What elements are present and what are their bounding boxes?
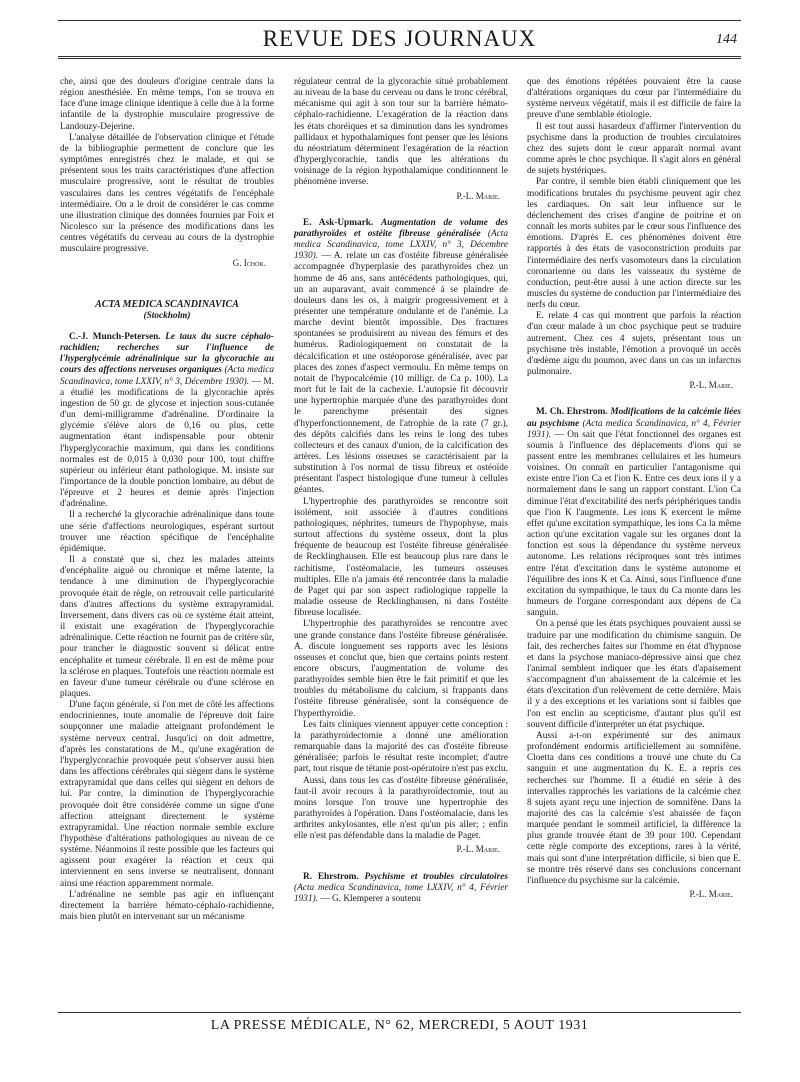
article-title: Augmentation de volume des parathyroïdes et ostéite fibreuse généralisée xyxy=(294,217,508,239)
paragraph: che, ainsi que des douleurs d'origine centrale dans la région anesthésiée. En même temps, l'on se trouva en face d'une image clinique identique à celle due à la forme infantile de la dystrophie musculaire progressive de Landouzy-Dejerine. xyxy=(60,77,274,132)
paragraph: que des émotions répétées pouvaient être la cause d'altérations organiques du cœur par l'intermédiaire du système nerveux végétatif, mais il est difficile de faire la preuve d'une semblable étiologie. xyxy=(527,77,741,121)
paragraph: Il a constaté que si, chez les malades atteints d'encéphalite aiguë ou chronique et même latente, la tendance à une diminution de l'hyperglycorachie provoquée était de règle, on retrouvait celle particularité dans d'autres affections du système extrapyramidal. Inversement, dans divers cas où ce système était atteint, il existait une exagération de l'hyperglycorachie adrénalinique. Cette réaction ne fournit pas de critère sûr, pour trancher le diagnostic souvent si délicat entre encéphalite et tumeur cérébrale. Il en est de même pour la sclérose en plaques. Toutefois une réaction normale est en faveur d'une tumeur cérébrale ou d'une sclérose en plaques. xyxy=(60,555,274,699)
column-1 xyxy=(60,77,274,923)
paragraph: E. relate 4 cas qui montrent que parfois la réaction d'un cœur malade à un choc psychique peut se traduire autrement. Chez ces 4 sujets, présentant tous un psychisme très instable, l'émotion a provoqué un accès d'œdème aigu du poumon, avec dans un cas un infarctus pulmonaire. xyxy=(527,311,741,378)
header-bottom-rule-2 xyxy=(58,58,741,59)
paragraph: Par contre, il semble bien établi cliniquement que les modifications brutales du psychisme peuvent agir chez les cardiaques. On sait leur influence sur le déclenchement des crises d'angine de poitrine et on connaît les morts subites par le cœur sous l'influence des émotions. D'après E. ces phénomènes doivent être rapportés à des états de vasoconstriction produits par l'intermédiaire des nerfs vasomoteurs dans la circulation coronarienne ou dans les vaisseaux du système de conduction, peut-être aussi à une action directe sur les muscles du système de conduction par l'intermédiaire des nerfs du cœur. xyxy=(527,177,741,311)
article-author: C.-J. Munch-Petersen. xyxy=(69,331,161,342)
header-bottom-rule xyxy=(58,56,741,57)
article-title: Psychisme et troubles circulatoires xyxy=(364,871,508,882)
paragraph: L'hypertrophie des parathyroïdes se rencontre soit isolément, soit associée à d'autres conditions pathologiques, néphrites, tumeurs de l'hypophyse, mais surtout affections du système osseux, dont la plus fréquente de beaucoup est l'ostéite fibreuse généralisée de Recklinghausen. Elle est beaucoup plus rare dans le rachitisme, l'ostéomalacie, les tumeurs osseuses multiples. Elle n'a jamais été rencontrée dans la maladie de Paget qui par son aspect radiologique rappelle la maladie osseuse de Recklinghausen, ni dans l'ostéite fibreuse localisée. xyxy=(294,496,508,619)
article-author: R. Ehrstrom. xyxy=(303,871,359,882)
article-source: (Acta medica Scandinavica, tome LXXIV, n° 4, Février 1931). xyxy=(294,882,508,904)
article-munch-petersen xyxy=(60,332,274,511)
header-top-rule xyxy=(58,20,741,21)
signature: P.-L. Marie. xyxy=(456,190,500,201)
signature: P.-L. Marie. xyxy=(456,844,500,855)
signature: P.-L. Marie. xyxy=(689,380,733,391)
article-text: — M. a étudié les modifications de la glycorachie après ingestion de 50 gr. de glycose et injection sous-cutanée d'un demi-milligramme d'adrénaline. D'ordinaire la glycémie s'élève alors de 0,16 ou plus, cette augmentation étant indispensable pour obtenir l'hyperglycorachie maximum, qui dans les conditions normales est de 0,015 à 0,030 pour 100, tout chiffre supérieur ou inférieur étant pathologique. M. insiste sur l'importance de la double ponction lombaire, au début de l'épreuve et 2 heures et demie après l'injection d'adrénaline. xyxy=(60,376,274,510)
article-source: (Acta medica Scandinavica, tome LXXIV, n° 3, Décembre 1930). xyxy=(294,228,508,262)
article-title: Le taux du sucre céphalo-rachidien; recherches sur l'influence de l'hyperglycémie adrénalinique sur la glycorachie au cours des affections nerveuses organiques xyxy=(60,331,274,376)
paragraph: Les faits cliniques viennent appuyer cette conception : la parathyroïdectomie a donné une amélioration remarquable dans la majorité des cas d'ostéite fibreuse généralisée; parfois le résultat reste incomplet; d'autre part, tout risque de tétanie post-opératoire n'est pas exclu. xyxy=(294,719,508,775)
page-header xyxy=(58,22,741,52)
article-ehrstrom-m xyxy=(527,407,741,619)
article-title: Modifications de la calcémie liées au psychisme xyxy=(527,407,741,429)
paragraph: L'analyse détaillée de l'observation clinique et l'étude de la bibliographie permettent de conclure que les symptômes enregistrés chez le malade, et qui se présentent sous les traits caractéristiques d'une affection musculaire progressive, sont le résultat de troubles vasculaires dans les centres végétatifs de l'encéphale intermédiaire. On a le droit de considérer le cas comme une illustration clinique des données fournies par Foix et Nicolesco sur la présence des modifications dans les centres végétatifs du cerveau au cours de la dystrophie musculaire progressive. xyxy=(60,132,274,255)
paragraph: régulateur central de la glycorachie situé probablement au niveau de la base du cerveau ou dans le tronc cérébral, mécanisme qui agit à son tour sur la barrière hémato-céphalo-rachidienne. L'exagération de la réaction dans les états choréiques et sa diminution dans les syndromes pallidaux et hypothalamiques font penser que les lésions du néostriatum déterminent l'exagération de la réaction d'hyperglycorachie, tandis que les altérations du voisinage de la région hypothalamique conditionnent le phénomène inverse. xyxy=(294,77,508,188)
page-number: 144 xyxy=(716,32,737,47)
column-3 xyxy=(527,77,741,906)
paragraph: Il est tout aussi hasardeux d'affirmer l'intervention du psychisme dans la production de troubles circulatoires chez des sujets dont le cœur apparaît normal avant comme après le choc psychique. Il s'agit alors en général de sujets hystériques. xyxy=(527,121,741,177)
paragraph: Aussi, dans tous les cas d'ostéite fibreuse généralisée, faut-il avoir recours à la parathyroïdectomie, tout au moins lorsque l'on trouve une hypertrophie des parathyroïdes à l'opération. Dans l'ostéomalacie, dans les arthrites ankylosantes, elle n'est qu'un pis aller; ; enfin elle n'est pas défendable dans la maladie de Paget. xyxy=(294,775,508,842)
page-footer xyxy=(58,1016,741,1040)
signature: G. Ichok. xyxy=(232,257,266,268)
journal-section-title: REVUE DES JOURNAUX xyxy=(262,26,537,51)
paragraph: L'adrénaline ne semble pas agir en influençant directement la barrière hémato-céphalo-rachidienne, mais bien plutôt en intervenant sur un mécanisme xyxy=(60,889,274,923)
article-author: M. Ch. Ehrstrom. xyxy=(536,407,608,418)
signature: P.-L. Marie. xyxy=(689,889,733,900)
paragraph: D'une façon générale, si l'on met de côté les affections endocriniennes, toute anomalie de l'épreuve doit faire soupçonner une maladie atteignant profondément le système nerveux central. Jusqu'ici on doit admettre, d'après les constatations de M., qu'une exagération de l'hyperglycorachie provoquée peut s'observer aussi bien dans les affections cérébrales qui siègent dans le système extrapyramidal que dans celles qui siègent en dehors de lui. Par contre, la diminution de l'hyperglycorachie provoquée doit être considérée comme un signe d'une affection atteignant directement le système extrapyramidal. Une réaction normale semble exclure l'hypothèse d'altérations pathologiques au niveau de ce système. Néanmoins il reste possible que les facteurs qui agissent pour exagérer la réaction et ceux qui interviennent en sens inverse se neutralisent, donnant ainsi une réaction apparemment normale. xyxy=(60,700,274,889)
article-text: — A. relate un cas d'ostéite fibreuse généralisée accompagnée d'hyperplasie des parathyroïdes chez un homme de 46 ans, sans antécédents pathologiques, qui, un an auparavant, avait commencé à se plaindre de douleurs dans les os, à maigrir progressivement et à présenter une température ondulante et de l'anémie. La marche devint bientôt impossible. Des fractures spontanées se produisirent au niveau des fémurs et des humérus. Radiologiquement on constatait de la décalcification et une ostéoporose généralisée, avec par places des zones d'aspect vermoulu. En même temps on notait de l'hypocalcémie (10 milligr. de Ca p. 100). La mort fut le fait de la cachexie. L'autopsie fit découvrir une hypertrophie marquée d'une des parathyroïdes dont le parenchyme présentait des signes d'hyperfonctionnement, de l'atrophie de la rate (7 gr.), des dépôts calcifiés dans les reins le long des tubes collecteurs et des canaux d'union, de la calcification des artères. Les lésions osseuses se caractérisaient par la substitution à l'os normal de tissu fibreux et ostéoïde présentant l'aspect histologique d'une tumeur à cellules géantes. xyxy=(294,251,508,496)
footer-text: LA PRESSE MÉDICALE, N° 62, MERCREDI, 5 AOUT 1931 xyxy=(210,1018,589,1033)
footer-top-rule xyxy=(58,1012,741,1013)
article-text: — On sait que l'état fonctionnel des organes est soumis à l'influence des déplacements d'ions qui se passent entre les membranes cellulaires et les humeurs voisines. On connaît en particulier l'antagonisme qui existe entre l'ion Ca et l'ion K. Entre ces deux ions il y a normalement dans le sang un rapport constant. L'ion Ca diminue l'état d'excitabilité des nerfs périphériques tandis que l'ion K l'augmente. Les ions K exercent le même effet qu'une excitation sympathique, les ions Ca la même action qu'une excitation vagale sur les organes dont la fonction est sous la dépendance du système nerveux autonome. Les relations réciproques sont très intimes entre l'état d'excitation dans le système autonome et l'équilibre des ions K et Ca. Ainsi, sous l'influence d'une excitation du sympathique, le taux du Ca monte dans les humeurs de l'organe correspondant aux dépens de Ca sanguin. xyxy=(527,429,741,619)
article-author: E. Ask-Upmark. xyxy=(303,217,374,228)
article-source: (Acta medica Scandinavica, n° 4, Février 1931). xyxy=(527,418,741,440)
paragraph: L'hypertrophie des parathyroïdes se rencontre avec une grande constance dans l'ostéite fibreuse généralisée. A. discute longuement ses rapports avec les lésions osseuses et conclut que, bien que certains points restent encore obscurs, l'augmentation de volume des parathyroïdes semble bien être le fait primitif et que les troubles du métabolisme du calcium, si frappants dans l'ostéite fibreuse généralisée, sont la conséquence de l'hyperthyroïdie. xyxy=(294,619,508,719)
article-source: (Acta medica Scandinavica, tome LXXIV, n° 3, Décembre 1930). xyxy=(60,365,275,387)
article-ehrstrom-r xyxy=(294,872,508,905)
article-text: — G. Klemperer a soutenu xyxy=(320,893,421,904)
paragraph: Aussi a-t-on expérimenté sur des animaux profondément endormis artificiellement au somnifène. Cloetta dans ces conditions a trouvé une chute du Ca sanguin et une augmentation du K. E. a repris ces recherches sur l'homme. Il a étudié en série à des intervalles rapprochés les variations de la calcémie chez 8 sujets ayant reçu une injection de somnifène. Dans la majorité des cas la calcémie s'est abaissée de façon marquée pendant le sommeil artificiel, la différence la plus grande trouvée étant de 39 pour 100. Cependant cette règle comporte des exceptions, rares à la vérité, mais qui sont d'une interprétation difficile, si bien que E. se montre très réservé dans ses conclusions concernant l'influence du psychisme sur la calcémie. xyxy=(527,730,741,886)
paragraph: On a pensé que les états psychiques pouvaient aussi se traduire par une modification du chimisme sanguin. De fait, des recherches faites sur l'homme en état d'hypnose et dans la psychose maniaco-dépressive ainsi que chez l'animal semblent indiquer que les états d'apaisement s'accompagnent d'un abaissement de la calcémie et les états d'excitation d'un relèvement de cette dernière. Mais il y a des exceptions et les variations sont si faibles que l'on est enclin au scepticisme, d'autant plus qu'il est souvent difficile d'interpréter un état psychique. xyxy=(527,619,741,730)
column-2 xyxy=(294,77,508,905)
section-subtitle: (Stockholm) xyxy=(143,310,191,321)
paragraph: Il a recherché la glycorachie adrénalinique dans toute une série d'affections neurologiques, espérant surtout trouver une réaction spécifique de l'encéphalite épidémique. xyxy=(60,510,274,554)
article-ask-upmark xyxy=(294,218,508,497)
section-title: ACTA MEDICA SCANDINAVICA xyxy=(95,298,239,310)
